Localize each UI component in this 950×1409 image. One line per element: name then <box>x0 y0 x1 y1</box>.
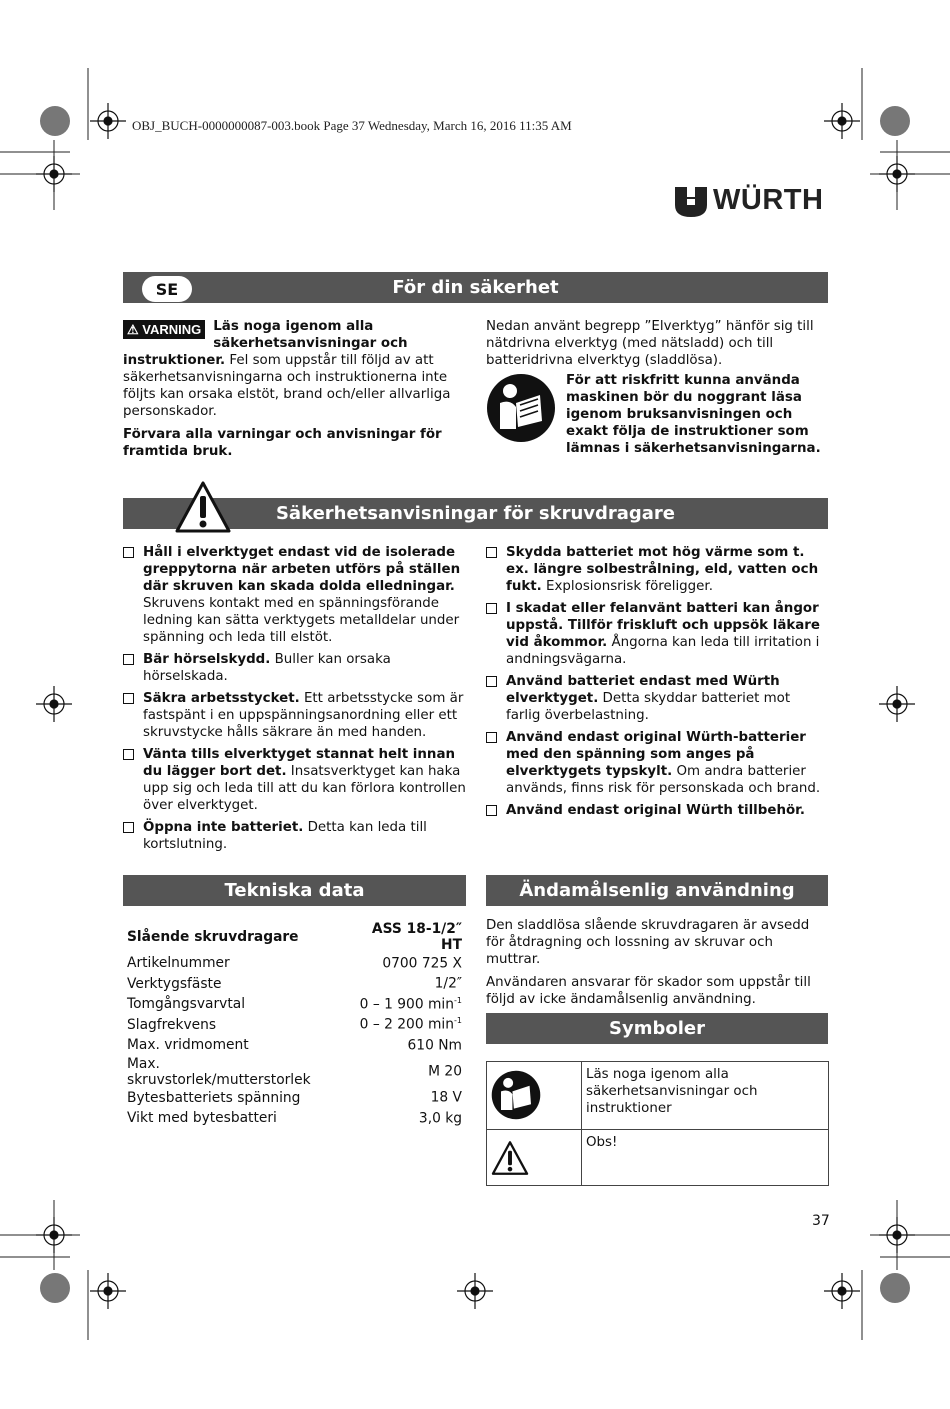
tech-header <box>123 875 466 906</box>
warning-triangle-icon <box>174 480 232 538</box>
table-row: Obs! <box>487 1130 829 1186</box>
keep-instructions: Förvara alla varningar och anvisningar för framtida bruk. <box>123 427 442 459</box>
warning-label: ⚠ VARNING <box>123 320 205 339</box>
wurth-logo-icon <box>675 185 707 217</box>
left-safety-list <box>123 544 466 858</box>
book-info: OBJ_BUCH-0000000087-003.book Page 37 Wednesday, March 16, 2016 11:35 AM <box>132 118 572 133</box>
safety-title: För din säkerhet <box>392 277 559 298</box>
intended-use-title: Ändamålsenlig användning <box>519 880 795 901</box>
checkbox-icon <box>486 805 497 816</box>
list-item: Säkra arbetsstycket. Ett arbetsstycke som är fastspänt i en uppspänningsanordning eller ett skruvstycke hålls säkrare än med handen. <box>123 690 466 741</box>
list-item: Skydda batteriet mot hög värme som t. ex. längre solbestrålning, eld, vatten och fukt. Explosionsrisk föreligger. <box>486 544 828 595</box>
list-item: Öppna inte batteriet. Detta kan leda till kortslutning. <box>123 819 466 853</box>
checkbox-icon <box>123 547 134 558</box>
list-item: I skadat eller felanvänt batteri kan ångor uppstå. Tillför friskluft och uppsök läkare vid åkommor. Ångorna kan leda till irritation i andningsvägarna. <box>486 600 828 668</box>
table-header-row: Slående skruvdragare ASS 18-1/2″ HT <box>127 921 462 953</box>
checkbox-icon <box>123 693 134 704</box>
list-item: Håll i elverktyget endast vid de isolerade greppytorna när arbeten utförs på ställen där skruven kan skada dolda elledningar. Skruvens kontakt med en spänningsförande ledning kan sätta verktygets metalldelar under spänning och leda till elstöt. <box>123 544 466 646</box>
list-item: Använd batteriet endast med Würth elverktyget. Detta skyddar batteriet mot farlig överbelastning. <box>486 673 828 724</box>
intended-use-header <box>486 875 828 906</box>
table-row: Max. vridmoment 610 Nm <box>127 1037 462 1054</box>
list-item: Använd endast original Würth tillbehör. <box>486 802 828 819</box>
right-safety-list <box>486 544 828 824</box>
table-row: Vikt med bytesbatteri 3,0 kg <box>127 1110 462 1127</box>
list-item: Bär hörselskydd. Buller kan orsaka hörselskada. <box>123 651 466 685</box>
language-badge: SE <box>142 276 192 302</box>
page-number: 37 <box>812 1213 830 1229</box>
checkbox-icon <box>123 822 134 833</box>
checkbox-icon <box>486 547 497 558</box>
symbols-title: Symboler <box>609 1018 705 1039</box>
intended-use-text: Den sladdlösa slående skruvdragaren är avsedd för åtdragning och lossning av skruvar och muttrar. Användaren ansvarar för skador som uppstår till följd av icke ändamålsenlig användning. <box>486 918 811 1007</box>
list-item: Vänta tills elverktyget stannat helt innan du lägger bort det. Insatsverktyget kan haka upp sig och leda till att du kan förlora kontrollen över elverktyget. <box>123 746 466 814</box>
warning-triangle-icon <box>491 1140 529 1176</box>
table-row: Verktygsfäste 1/2″ <box>127 975 462 993</box>
symbols-header <box>486 1013 828 1044</box>
table-row: Bytesbatteriets spänning 18 V <box>127 1089 462 1107</box>
wurth-logo <box>675 184 823 217</box>
warning-bold: Läs noga igenom alla säkerhetsanvisningar och instruktioner. <box>123 319 408 368</box>
table-row: Läs noga igenom alla säkerhetsanvisningar och instruktioner <box>487 1062 829 1130</box>
checkbox-icon <box>486 732 497 743</box>
read-manual-instruction: För att riskfritt kunna använda maskinen bör du noggrant läsa igenom bruksanvisningen och exakt följa de instruktioner som lämnas i säkerhetsanvisningarna. <box>566 373 821 456</box>
table-row: Tomgångsvarvtal 0 – 1 900 $\min^{-1}$ <box>127 995 462 1013</box>
tech-table <box>127 921 462 1129</box>
list-item: Använd endast original Würth-batterier med den spänning som anges på elverktygets typskylt. Om andra batterier används, finns risk för personskada och brand. <box>486 729 828 797</box>
symbols-table <box>486 1061 829 1186</box>
definition-text: Nedan använt begrepp ”Elverktyg” hänför sig till nätdrivna elverktyg (med nätsladd) och till batteridrivna elverktyg (sladdlösa). <box>486 319 814 368</box>
brand-name: WÜRTH <box>713 184 824 216</box>
checkbox-icon <box>123 749 134 760</box>
read-manual-icon <box>491 1070 541 1120</box>
tech-title: Tekniska data <box>224 880 365 901</box>
warning-text: Fel som uppstår till följd av att säkerhetsanvisningarna och instruktionerna inte följts kan orsaka elstöt, brand och/eller allvarliga personskador. <box>123 353 451 419</box>
warning-block <box>123 318 466 460</box>
checkbox-icon <box>123 654 134 665</box>
checkbox-icon <box>486 676 497 687</box>
table-row: Artikelnummer 0700 725 X <box>127 955 462 972</box>
safety-header <box>123 272 828 303</box>
table-row: Max. skruvstorlek/mutterstorlek M 20 <box>127 1055 462 1088</box>
screwdriver-title: Säkerhetsanvisningar för skruvdragare <box>275 503 676 524</box>
table-row: Slagfrekvens 0 – 2 200 $\min^{-1}$ <box>127 1016 462 1034</box>
read-manual-icon <box>486 373 556 447</box>
checkbox-icon <box>486 603 497 614</box>
